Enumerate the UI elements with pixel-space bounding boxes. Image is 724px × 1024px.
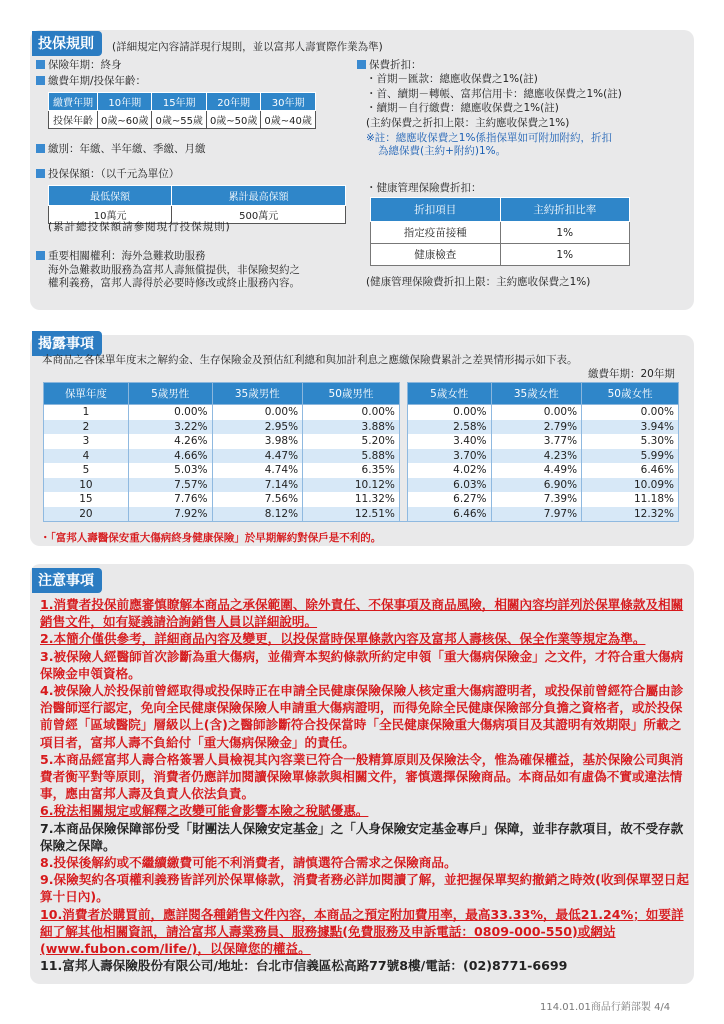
disclosure-intro: 本商品之各保單年度末之解約金、生存保險金及預估紅利總和與加計利息之應繳保險費累計之差異情形揭示如下表。 (42, 354, 578, 366)
age-table-header: 20年期 (206, 93, 260, 111)
table-gap (399, 434, 407, 449)
policy-year-cell: 5 (44, 463, 129, 478)
rights-line: 海外急難救助服務為富邦人壽無償提供，非保險契約之 (48, 264, 300, 276)
disclosure-term: 繳費年期：20年期 (588, 368, 675, 380)
bullet-square-icon (36, 251, 45, 260)
return-rate-cell: 12.51% (303, 507, 400, 522)
table-row (44, 405, 679, 420)
age-table-header: 15年期 (152, 93, 206, 111)
return-rate-cell: 0.00% (582, 405, 679, 420)
table-gap (399, 463, 407, 478)
return-rate-cell: 7.92% (128, 507, 212, 522)
rights-title: 重要相關權利：海外急難救助服務 (36, 248, 206, 263)
return-rate-cell: 5.03% (128, 463, 212, 478)
return-rate-cell: 10.12% (303, 478, 400, 493)
policy-year-cell: 20 (44, 507, 129, 522)
table-gap (399, 405, 407, 420)
return-rate-cell: 7.57% (128, 478, 212, 493)
return-rate-cell: 5.20% (303, 434, 400, 449)
disclosure-section-tag: 揭露事項 (32, 331, 102, 356)
return-rate-cell: 4.47% (212, 449, 303, 464)
return-rate-cell: 3.22% (128, 420, 212, 435)
return-rate-cell: 6.35% (303, 463, 400, 478)
return-rate-cell: 3.94% (582, 420, 679, 435)
return-rate-cell: 5.88% (303, 449, 400, 464)
return-rate-cell: 8.12% (212, 507, 303, 522)
age-table-cell: 0歲~55歲 (152, 111, 206, 129)
rules-section-tag: 投保規則 (32, 31, 102, 56)
bullet-square-icon (36, 60, 45, 69)
early-surrender-warning: ・「富邦人壽醫保安重大傷病終身健康保險」於早期解約對保戶是不利的。 (40, 532, 382, 544)
return-rate-cell: 11.32% (303, 492, 400, 507)
return-rate-cell: 11.18% (582, 492, 679, 507)
notice-item: 2.本簡介僅供參考，詳細商品內容及變更，以投保當時保單條款內容及富邦人壽核保、保全作業等規定為準。 (40, 631, 646, 647)
table-gap (399, 507, 407, 522)
return-rate-cell: 3.77% (491, 434, 582, 449)
return-rate-cell: 7.76% (128, 492, 212, 507)
amount-title: 投保保額：（以千元為單位） (36, 166, 179, 181)
table-row (44, 492, 679, 507)
return-rate-cell: 3.98% (212, 434, 303, 449)
table-row (44, 463, 679, 478)
return-table-body (44, 405, 679, 522)
return-table-header: 保單年度 (44, 383, 129, 405)
return-rate-cell: 5.30% (582, 434, 679, 449)
notice-item: 1.消費者投保前應審慎瞭解本商品之承保範圍、除外責任、不保事項及商品風險，相關內容均詳列於保單條款及相關銷售文件，如有疑義請洽詢銷售人員以詳細說明。 (40, 597, 684, 630)
health-table-cell: 1% (500, 222, 630, 244)
health-discount-table (370, 197, 630, 266)
health-table-header: 折扣項目 (371, 198, 501, 222)
return-rate-cell: 2.58% (407, 420, 491, 435)
health-cap: (健康管理保險費折扣上限：主約應收保費之1%) (366, 276, 591, 288)
table-row (44, 507, 679, 522)
policy-year-cell: 1 (44, 405, 129, 420)
health-table-header: 主約折扣比率 (500, 198, 630, 222)
table-row (44, 434, 679, 449)
table-gap (399, 478, 407, 493)
notice-item: 8.投保後解約或不繼續繳費可能不利消費者，請慎選符合需求之保險商品。 (40, 855, 457, 871)
return-rate-cell: 6.46% (407, 507, 491, 522)
return-rate-cell: 3.40% (407, 434, 491, 449)
age-table-header: 繳費年期 (49, 93, 98, 111)
discount-line: ・續期－自行繳費：總應收保費之1%(註) (366, 102, 559, 114)
notice-item: 7.本商品保險保障部份受「財團法人保險安定基金」之「人身保險安定基金專戶」保障，並非存款項目，故不受存款保險之保障。 (40, 820, 684, 853)
table-gap (399, 449, 407, 464)
notice-item: 3.被保險人經醫師首次診斷為重大傷病，並備齊本契約條款所約定申領「重大傷病保險金」之文件，才符合重大傷病保險金申領資格。 (40, 648, 684, 681)
return-rate-cell: 5.99% (582, 449, 679, 464)
health-table-cell: 1% (500, 244, 630, 266)
pay-term-title: 繳費年期/投保年齡： (36, 73, 146, 88)
table-row (44, 449, 679, 464)
discount-line: ・首期－匯款：總應收保費之1%(註) (366, 73, 538, 85)
return-rate-cell: 2.95% (212, 420, 303, 435)
pay-mode: 繳別：年繳、半年繳、季繳、月繳 (36, 141, 206, 156)
return-rate-cell: 7.14% (212, 478, 303, 493)
notice-item: 4.被保險人於投保前曾經取得或投保時正在申請全民健康保險保險人核定重大傷病證明者，或投保前曾經符合屬由診治醫師逕行認定，免向全民健康保險保險人申請重大傷病證明，而得免除全民健康保險部分負擔之資格者，或於投保前曾經「區域醫院」層級以上(含)之醫師診斷符合投保當時「全民健康保險重大傷病項目及其證明有效期限」所載之項目者，富邦人壽不負給付「重大傷病保險金」的責任。 (40, 683, 684, 750)
age-table (48, 92, 316, 129)
notice-item: 6.稅法相關規定或解釋之改變可能會影響本險之稅賦優惠。 (40, 803, 369, 819)
health-table-cell: 指定疫苗接種 (371, 222, 501, 244)
return-rate-cell: 0.00% (128, 405, 212, 420)
return-rate-cell: 4.49% (491, 463, 582, 478)
health-title: ・健康管理保險費折扣： (366, 182, 482, 194)
rights-line: 權利義務，富邦人壽得於必要時修改或終止服務內容。 (48, 277, 300, 289)
age-table-cell: 0歲~50歲 (206, 111, 260, 129)
return-rate-cell: 0.00% (303, 405, 400, 420)
return-rate-cell: 4.66% (128, 449, 212, 464)
return-rate-cell: 4.74% (212, 463, 303, 478)
table-gap (399, 492, 407, 507)
discount-cap: (主約保費之折扣上限：主約應收保費之1%) (366, 117, 570, 129)
policy-year-cell: 3 (44, 434, 129, 449)
return-rate-cell: 6.46% (582, 463, 679, 478)
bullet-square-icon (36, 144, 45, 153)
return-rate-cell: 10.09% (582, 478, 679, 493)
amount-note: (累計總投保額請參閱現行投保規則) (48, 221, 231, 233)
discount-title: 保費折扣： (357, 57, 422, 72)
return-rate-cell: 3.88% (303, 420, 400, 435)
table-row (44, 420, 679, 435)
return-rate-cell: 7.39% (491, 492, 582, 507)
notice-section-tag: 注意事項 (32, 568, 102, 593)
bullet-square-icon (357, 60, 366, 69)
policy-year-cell: 4 (44, 449, 129, 464)
return-table-header: 50歲男性 (303, 383, 400, 405)
rules-note: (詳細規定內容請詳現行規則，並以富邦人壽實際作業為準) (112, 41, 383, 53)
return-rate-cell: 7.97% (491, 507, 582, 522)
table-gap (399, 383, 407, 405)
table-gap (399, 420, 407, 435)
return-rate-cell: 6.27% (407, 492, 491, 507)
amount-table-cell: 500萬元 (172, 206, 346, 224)
insurance-period: 保險年期：終身 (36, 57, 122, 72)
return-table-header: 5歲女性 (407, 383, 491, 405)
return-rate-cell: 6.03% (407, 478, 491, 493)
return-rate-cell: 7.56% (212, 492, 303, 507)
return-table (43, 382, 679, 522)
return-table-header: 5歲男性 (128, 383, 212, 405)
policy-year-cell: 10 (44, 478, 129, 493)
notice-item: 9.保險契約各項權利義務皆詳列於保單條款，消費者務必詳加閱讀了解，並把握保單契約撤銷之時效(收到保單翌日起算十日內)。 (40, 872, 689, 905)
age-table-cell: 0歲~60歲 (98, 111, 152, 129)
age-table-header: 10年期 (98, 93, 152, 111)
return-rate-cell: 0.00% (407, 405, 491, 420)
return-rate-cell: 2.79% (491, 420, 582, 435)
return-table-header: 50歲女性 (582, 383, 679, 405)
bullet-square-icon (36, 76, 45, 85)
amount-table-cell: 10萬元 (49, 206, 172, 224)
age-table-cell: 0歲~40歲 (261, 111, 315, 129)
notice-item: 10.消費者於購買前，應詳閱各種銷售文件內容，本商品之預定附加費用率，最高33.33%，最低21.24%；如要詳細了解其他相關資訊，請洽富邦人壽業務員、服務據點(免費服務及申訴電話：0809-000-550)或網站(www.fubon.com/life/)，以保障您的權益。 (40, 906, 684, 957)
return-table-header: 35歲女性 (491, 383, 582, 405)
discount-line: ・首、續期－轉帳、富邦信用卡：總應收保費之1%(註) (366, 88, 622, 100)
return-table-header: 35歲男性 (212, 383, 303, 405)
table-row (44, 478, 679, 493)
bullet-square-icon (36, 169, 45, 178)
policy-year-cell: 15 (44, 492, 129, 507)
return-rate-cell: 12.32% (582, 507, 679, 522)
age-table-header: 30年期 (261, 93, 315, 111)
notice-list (40, 596, 690, 974)
page-footer: 114.01.01商品行銷部製 4/4 (540, 1002, 671, 1013)
notice-item: 5.本商品經富邦人壽合格簽署人員檢視其內容業已符合一般精算原則及保險法令，惟為確保權益，基於保險公司與消費者衡平對等原則，消費者仍應詳加閱讀保險單條款與相關文件，審慎選擇保險商品。本商品如有虛偽不實或違法情事，應由富邦人壽及負責人依法負責。 (40, 751, 684, 802)
age-table-cell: 投保年齡 (49, 111, 98, 129)
discount-note: ※註：總應收保費之1%係指保單如可附加附約，折扣 (366, 132, 612, 144)
return-rate-cell: 4.02% (407, 463, 491, 478)
return-rate-cell: 0.00% (491, 405, 582, 420)
return-rate-cell: 3.70% (407, 449, 491, 464)
return-rate-cell: 6.90% (491, 478, 582, 493)
health-table-cell: 健康檢查 (371, 244, 501, 266)
amount-table-header: 累計最高保額 (172, 186, 346, 206)
return-rate-cell: 0.00% (212, 405, 303, 420)
return-rate-cell: 4.26% (128, 434, 212, 449)
return-rate-cell: 4.23% (491, 449, 582, 464)
policy-year-cell: 2 (44, 420, 129, 435)
discount-note: 為總保費(主約+附約)1%。 (378, 145, 507, 157)
notice-item: 11.富邦人壽保險股份有限公司/地址：台北市信義區松高路77號8樓/電話：(02)8771-6699 (40, 958, 568, 974)
amount-table-header: 最低保額 (49, 186, 172, 206)
